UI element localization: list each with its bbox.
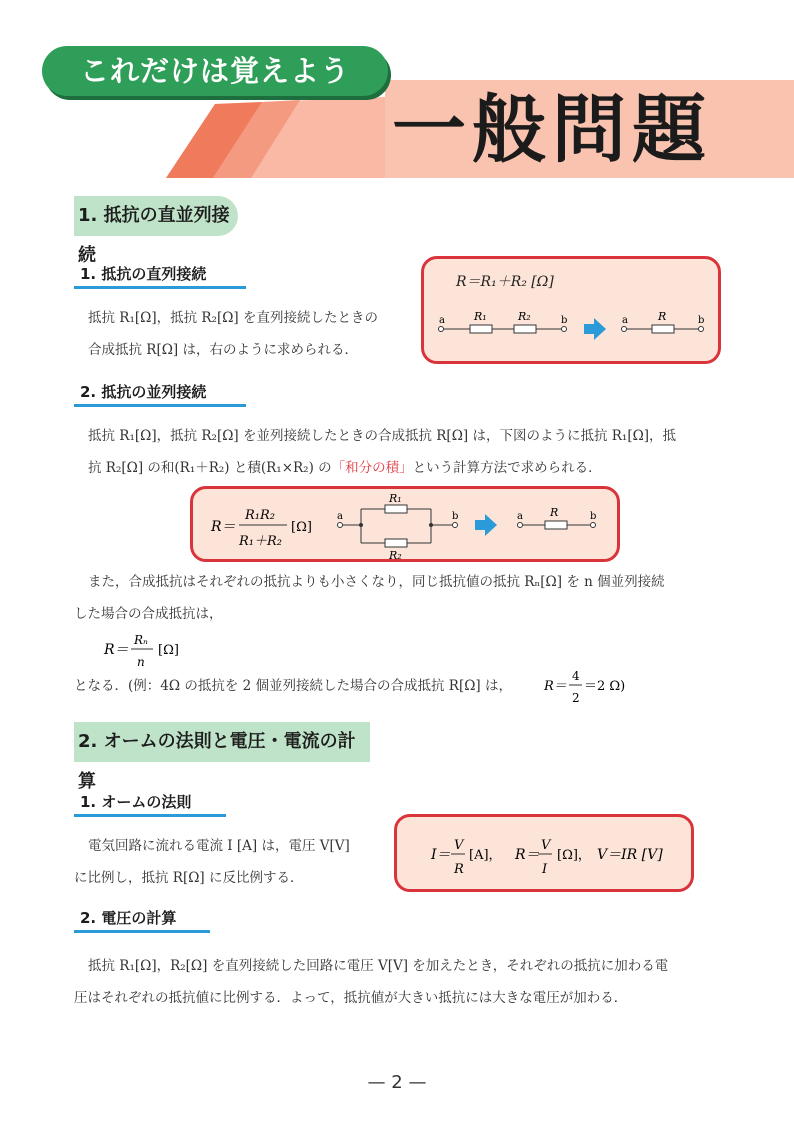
svg-text:R＝: R＝ — [104, 642, 129, 658]
arrow-right-icon — [475, 514, 497, 536]
page-number: — 2 — — [367, 1072, 427, 1093]
terminal-a: a — [517, 511, 523, 522]
terminal-a: a — [337, 511, 343, 522]
svg-text:[Ω]，: [Ω]， — [557, 848, 591, 863]
terminal-b: b — [561, 315, 568, 326]
svg-text:Rₙ: Rₙ — [134, 633, 148, 647]
svg-text:V: V — [541, 838, 551, 853]
terminal-b: b — [698, 315, 705, 326]
ohms-law-formula-box — [394, 814, 694, 892]
resistor-r2-label: R₂ — [389, 549, 402, 561]
resistor-r2-label: R₂ — [518, 310, 531, 323]
section-2-heading: 2. オームの法則と電圧・電流の計算 — [74, 722, 370, 762]
series-text: 抵抗 R₁[Ω]，抵抗 R₂[Ω] を直列接続したときの 合成抵抗 R[Ω] は，右のように求められる． — [88, 310, 378, 358]
series-circuit-diagram — [434, 305, 714, 345]
resistor-r1-label: R₁ — [389, 492, 402, 505]
ohms-law-text: 電気回路に流れる電流 I [A] は，電圧 V[V] に比例し，抵抗 R[Ω] に反比例する． — [74, 838, 350, 886]
equal-resistor-formula — [100, 628, 220, 672]
terminal-a: a — [622, 315, 628, 326]
resistor-r1-label: R₁ — [474, 310, 487, 323]
svg-text:R＝: R＝ — [211, 519, 236, 535]
section-1-heading: 1. 抵抗の直並列接続 — [74, 196, 238, 236]
svg-text:R＝: R＝ — [515, 847, 540, 863]
highlight-wabun-no-seki: 「和分の積」 — [331, 460, 413, 476]
sub-heading-voltage: 2. 電圧の計算 — [74, 906, 210, 933]
svg-text:R₁R₂: R₁R₂ — [245, 508, 275, 523]
svg-text:＝2 Ω): ＝2 Ω) — [584, 679, 626, 694]
ohms-law-formulas — [397, 817, 693, 891]
svg-text:[Ω]: [Ω] — [291, 520, 312, 535]
svg-text:R＝: R＝ — [544, 679, 567, 694]
sub-heading-ohms-law: 1. オームの法則 — [74, 790, 226, 817]
terminal-b: b — [452, 511, 459, 522]
terminal-b: b — [590, 511, 597, 522]
svg-text:I: I — [542, 862, 548, 877]
svg-text:4: 4 — [572, 669, 580, 683]
resistor-r-label: R — [658, 310, 667, 323]
terminal-a: a — [439, 315, 445, 326]
svg-text:[Ω]: [Ω] — [158, 643, 179, 658]
parallel-formula-and-circuit — [193, 489, 619, 561]
example-text: となる．(例：4Ω の抵抗を 2 個並列接続した場合の合成抵抗 R[Ω] は， — [74, 678, 512, 694]
series-formula: R＝R₁＋R₂ [Ω] — [456, 274, 554, 290]
svg-text:R: R — [454, 862, 464, 877]
svg-text:V＝IR [V]: V＝IR [V] — [597, 847, 663, 863]
series-formula-box — [421, 256, 721, 364]
svg-text:R₁＋R₂: R₁＋R₂ — [239, 534, 282, 549]
header-badge: これだけは覚えよう — [42, 46, 388, 96]
sub-heading-series: 1. 抵抗の直列接続 — [74, 262, 246, 289]
svg-text:2: 2 — [572, 691, 580, 705]
resistor-r-label: R — [550, 506, 559, 519]
parallel-note-text: また，合成抵抗はそれぞれの抵抗よりも小さくなり，同じ抵抗値の抵抗 Rₙ[Ω] を n 個並列接続 した場合の合成抵抗は， — [74, 574, 665, 622]
svg-text:n: n — [137, 655, 145, 669]
svg-text:I＝: I＝ — [431, 847, 451, 863]
sub-heading-parallel: 2. 抵抗の並列接続 — [74, 380, 246, 407]
svg-text:[A]，: [A]， — [469, 848, 502, 863]
example-formula — [540, 666, 650, 710]
arrow-right-icon — [584, 318, 606, 340]
page-title: 一般問題 — [392, 87, 712, 173]
voltage-text: 抵抗 R₁[Ω]，R₂[Ω] を直列接続した回路に電圧 V[V] を加えたとき，それぞれの抵抗に加わる電 圧はそれぞれの抵抗値に比例する．よって，抵抗値が大きい抵抗には大きな電圧が加わる． — [74, 958, 669, 1006]
parallel-formula-box — [190, 486, 620, 562]
parallel-text: 抵抗 R₁[Ω]，抵抗 R₂[Ω] を並列接続したときの合成抵抗 R[Ω] は，下図のように抵抗 R₁[Ω]，抵 抗 R₂[Ω] の和(R₁＋R₂) と積(R₁×R₂) の「和分の積」という計算方法で求められる． — [88, 428, 677, 476]
svg-text:V: V — [454, 838, 464, 853]
